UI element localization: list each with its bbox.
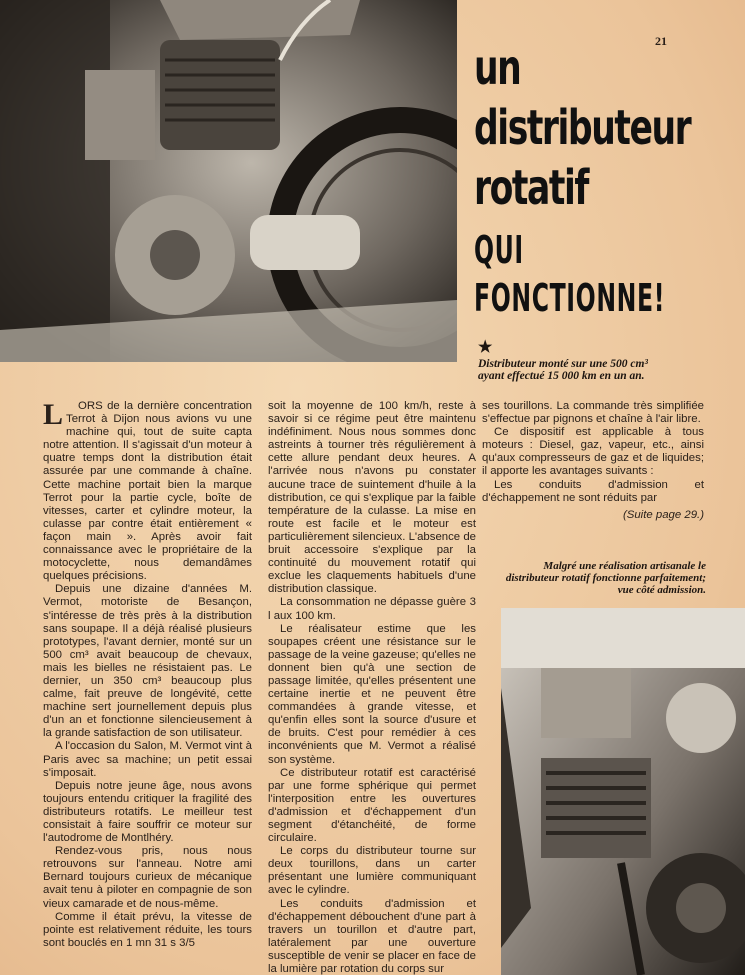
paragraph: Ce distributeur rotatif est caractérisé par une forme sphérique qui permet l'interposition entre les ouvertures d'admission et d'échappement d'un segment d'étanchéité, de forme circulaire. (268, 766, 476, 845)
engine-photo-bottom (501, 608, 745, 975)
paragraph: Les conduits d'admission et d'échappement débouchent d'une part à travers un tourillon et d'autre part, latéralement par une ouverture susceptible de venir se placer en face de la lumière par rotation du corps sur (268, 897, 476, 975)
paragraph: Le réalisateur estime que les soupapes créent une résistance sur le passage de la veine gazeuse; qu'elles ne donnent bien qu'à une section de passage limitée, qu'elles présentent une certaine inertie et ne peuvent être commandées à grande vitesse, et qu'enfin elles sont la source d'usure et de bruits. C'est pour remédier à ces inconvénients que M. Vermot a réalisé son système. (268, 622, 476, 766)
paragraph: Les conduits d'admission et d'échappement ne sont réduits par (482, 478, 704, 504)
paragraph: Depuis notre jeune âge, nous avons toujours entendu critiquer la fragilité des distributeurs rotatifs. Le meilleur test consistait à faire souffrir ce moteur sur l'autodrome de Montlhéry. (43, 779, 252, 845)
paragraph: Rendez-vous pris, nous nous retrouvons sur l'anneau. Notre ami Bernard toujours curieux de mécanique avait tenu à piloter en compagnie de son vieux camarade et de nous-même. (43, 845, 252, 910)
article-column-1 (43, 400, 252, 950)
drop-cap: L (43, 398, 64, 431)
article-column-3 (482, 400, 704, 522)
page-number: 21 (655, 34, 667, 48)
paragraph: La consommation ne dépasse guère 3 l aux 100 km. (268, 596, 476, 622)
paragraph: Comme il était prévu, la vitesse de pointe est relativement réduite, les tours sont bouclés en 1 mn 31 s 3/5 (43, 910, 252, 949)
paragraph: Le corps du distributeur tourne sur deux tourillons, dans un carter présentant une lumière communiquant avec le cylindre. (268, 845, 476, 897)
caption-top-text: Distributeur monté sur une 500 cm³ ayant effectué 15 000 km en un an. (478, 358, 648, 382)
headline-line-2: distributeur (474, 100, 691, 156)
headline-line-4: QUI (474, 228, 524, 272)
paragraph: ORS de la dernière concentration Terrot à Dijon nous avions vu une machine qui, tout de suite capta notre attention. Il s'agissait d'un moteur à quatre temps dont la distribution était assurée par une commande à chaîne. Cette machine portait bien la marque Terrot pour la partie cycle, boîte de vitesses, carter et cylindre moteur, la culasse par contre était entièrement « façon main ». Après avoir fait connaissance avec le propriétaire de la motocyclette, nous demandâmes quelques précisions. (43, 400, 252, 583)
paragraph: A l'occasion du Salon, M. Vermot vint à Paris avec sa machine; un petit essai s'imposait. (43, 740, 252, 779)
headline-line-3: rotatif (474, 160, 588, 216)
article-column-2 (268, 400, 476, 975)
headline-line-5: FONCTIONNE! (474, 276, 666, 320)
headline-line-1: un (474, 40, 521, 96)
engine-photo-top (0, 0, 457, 362)
paragraph: Depuis une dizaine d'années M. Vermot, motoriste de Besançon, s'intéresse de très près à la distribution sans soupape. Il a déjà réalisé plusieurs prototypes, l'avant dernier, monté sur un 500 cm³ avait beaucoup de chevaux, mais les bielles ne résistaient pas. Le dernier, un 350 cm³ beaucoup plus calme, fait preuve de longévité, cette machine sert journellement depuis plus d'un an et fonctionne silencieusement à la grande satisfaction de son utilisateur. (43, 583, 252, 740)
caption-top (478, 340, 668, 382)
paragraph: soit la moyenne de 100 km/h, reste à savoir si ce régime peut être maintenu indéfiniment. Nous nous sommes donc astreints à tourner très régulièrement à cette allure pendant deux heures. A l'arrivée nous n'avons pu constater aucune trace de suintement d'huile à la distribution, ce qui s'explique par la faible température de la culasse. La mise en route est facile et le moteur est particulièrement silencieux. L'absence de bruit accessoire s'explique par la continuité du mouvement rotatif qui exclue les claquements habituels d'une distribution classique. (268, 400, 476, 596)
caption-bottom: Malgré une réalisation artisanale le distributeur rotatif fonctionne parfaitement; vue côté admission. (505, 560, 706, 596)
paragraph: Ce dispositif est applicable à tous moteurs : Diesel, gaz, vapeur, etc., ainsi qu'aux compresseurs de gaz et de liquides; il apporte les avantages suivants : (482, 426, 704, 478)
star-icon: ★ (478, 339, 493, 356)
continued-note: (Suite page 29.) (622, 508, 704, 521)
headline (474, 38, 739, 322)
paragraph: ses tourillons. La commande très simplifiée s'effectue par pignons et chaîne à l'air libre. (482, 400, 704, 426)
